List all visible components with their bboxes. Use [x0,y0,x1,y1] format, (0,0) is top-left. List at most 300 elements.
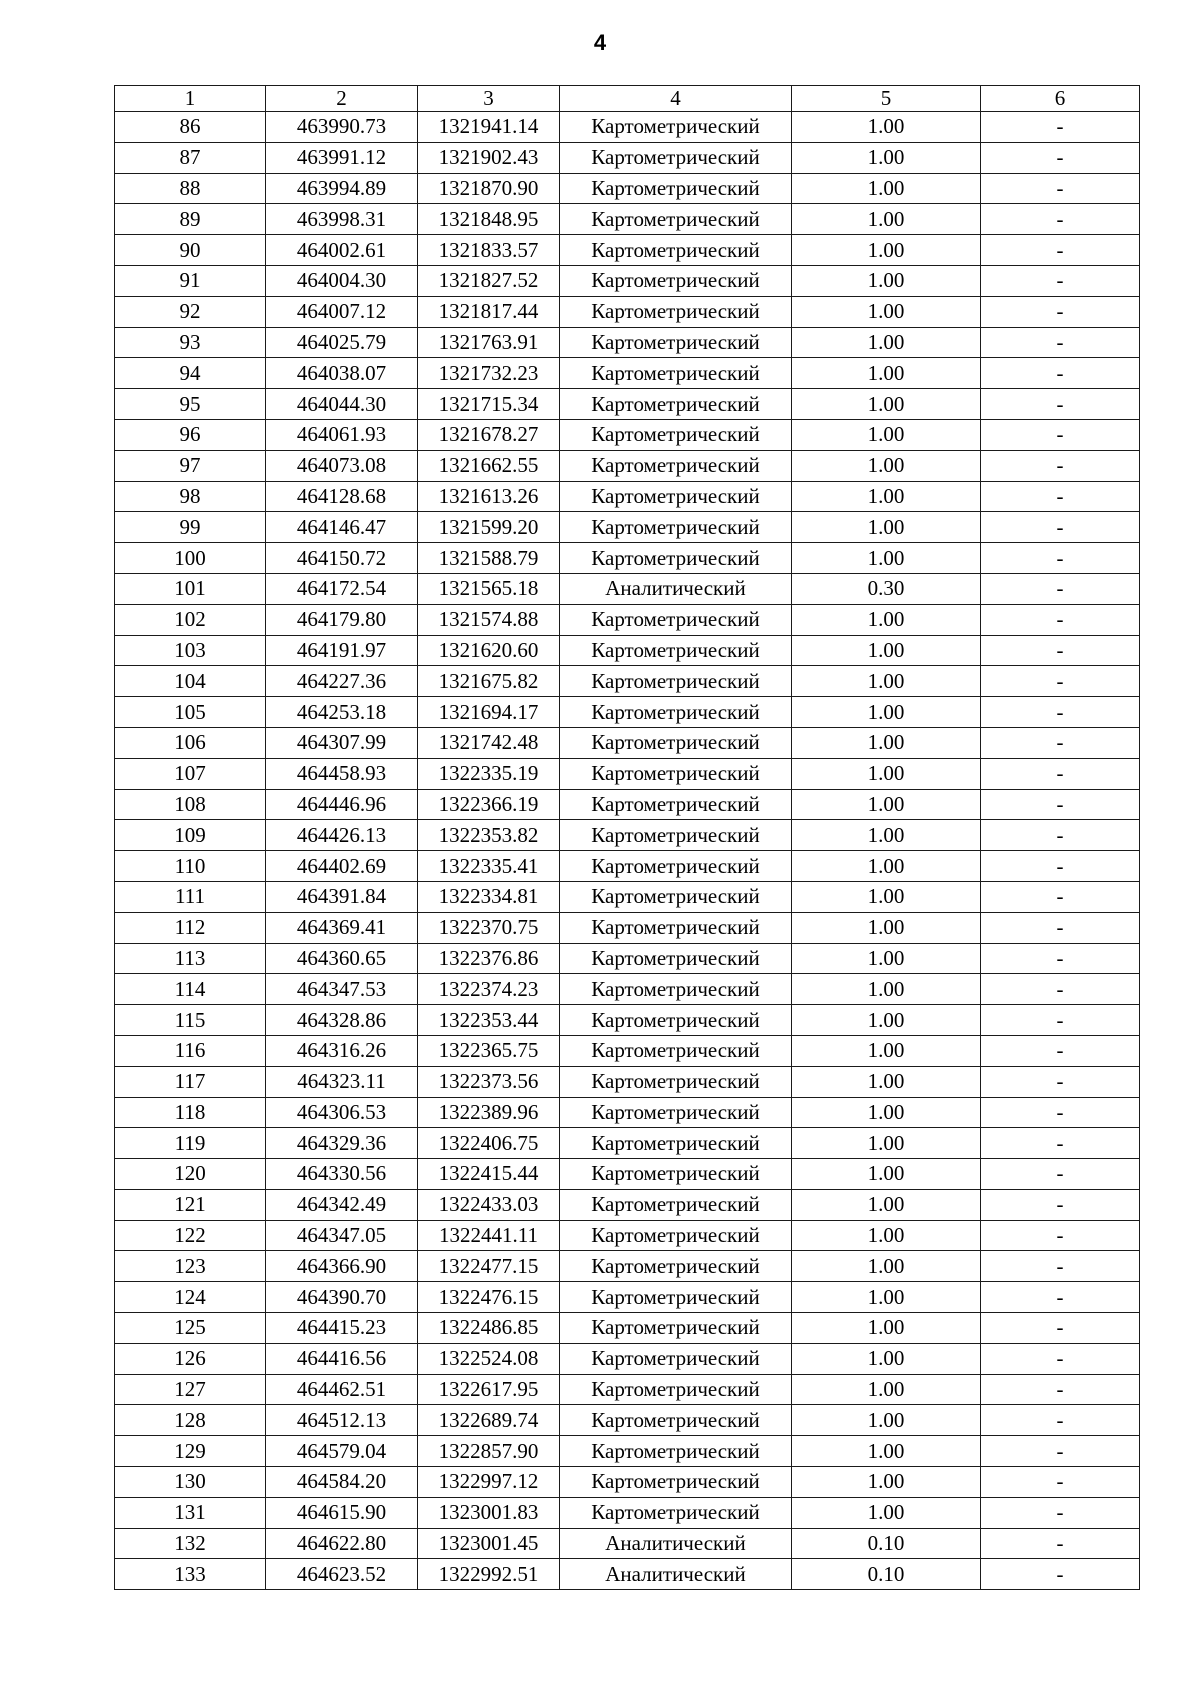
accuracy-cell: 1.00 [792,697,981,728]
point-number-cell: 106 [115,727,266,758]
x-coordinate-cell: 464328.86 [266,1005,418,1036]
table-row [115,1035,1140,1066]
accuracy-cell: 1.00 [792,173,981,204]
method-cell: Картометрический [560,481,792,512]
y-coordinate-cell: 1321620.60 [418,635,560,666]
point-number-cell: 105 [115,697,266,728]
table-row [115,1313,1140,1344]
note-cell: - [981,881,1140,912]
y-coordinate-cell: 1321588.79 [418,543,560,574]
point-number-cell: 108 [115,789,266,820]
table-row [115,419,1140,450]
point-number-cell: 98 [115,481,266,512]
y-coordinate-cell: 1322389.96 [418,1097,560,1128]
method-cell: Картометрический [560,296,792,327]
point-number-cell: 91 [115,265,266,296]
table-row [115,265,1140,296]
note-cell: - [981,1282,1140,1313]
method-cell: Картометрический [560,1128,792,1159]
note-cell: - [981,789,1140,820]
point-number-cell: 114 [115,974,266,1005]
x-coordinate-cell: 464622.80 [266,1528,418,1559]
accuracy-cell: 0.10 [792,1528,981,1559]
y-coordinate-cell: 1321574.88 [418,604,560,635]
y-coordinate-cell: 1321675.82 [418,666,560,697]
note-cell: - [981,758,1140,789]
table-row [115,1528,1140,1559]
x-coordinate-cell: 464323.11 [266,1066,418,1097]
accuracy-cell: 1.00 [792,1405,981,1436]
method-cell: Картометрический [560,1097,792,1128]
accuracy-cell: 1.00 [792,727,981,758]
method-cell: Картометрический [560,758,792,789]
table-row [115,204,1140,235]
accuracy-cell: 1.00 [792,1159,981,1190]
note-cell: - [981,389,1140,420]
table-row [115,481,1140,512]
method-cell: Картометрический [560,419,792,450]
point-number-cell: 129 [115,1436,266,1467]
accuracy-cell: 0.30 [792,573,981,604]
accuracy-cell: 1.00 [792,265,981,296]
point-number-cell: 119 [115,1128,266,1159]
note-cell: - [981,697,1140,728]
y-coordinate-cell: 1322857.90 [418,1436,560,1467]
x-coordinate-cell: 463994.89 [266,173,418,204]
table-row [115,142,1140,173]
column-header-4: 4 [560,86,792,112]
note-cell: - [981,1559,1140,1590]
point-number-cell: 93 [115,327,266,358]
point-number-cell: 128 [115,1405,266,1436]
point-number-cell: 116 [115,1035,266,1066]
x-coordinate-cell: 464446.96 [266,789,418,820]
table-row [115,1097,1140,1128]
method-cell: Картометрический [560,512,792,543]
x-coordinate-cell: 464342.49 [266,1189,418,1220]
y-coordinate-cell: 1322415.44 [418,1159,560,1190]
accuracy-cell: 0.10 [792,1559,981,1590]
table-row [115,1005,1140,1036]
note-cell: - [981,173,1140,204]
accuracy-cell: 1.00 [792,112,981,143]
point-number-cell: 86 [115,112,266,143]
table-row [115,1159,1140,1190]
y-coordinate-cell: 1321941.14 [418,112,560,143]
accuracy-cell: 1.00 [792,481,981,512]
note-cell: - [981,1374,1140,1405]
x-coordinate-cell: 464128.68 [266,481,418,512]
point-number-cell: 107 [115,758,266,789]
method-cell: Аналитический [560,573,792,604]
method-cell: Картометрический [560,1343,792,1374]
x-coordinate-cell: 464007.12 [266,296,418,327]
method-cell: Картометрический [560,943,792,974]
point-number-cell: 127 [115,1374,266,1405]
column-header-6: 6 [981,86,1140,112]
x-coordinate-cell: 464584.20 [266,1467,418,1498]
method-cell: Картометрический [560,327,792,358]
table-row [115,235,1140,266]
accuracy-cell: 1.00 [792,512,981,543]
method-cell: Картометрический [560,1436,792,1467]
x-coordinate-cell: 464615.90 [266,1497,418,1528]
x-coordinate-cell: 463991.12 [266,142,418,173]
method-cell: Картометрический [560,1251,792,1282]
note-cell: - [981,1128,1140,1159]
y-coordinate-cell: 1321613.26 [418,481,560,512]
y-coordinate-cell: 1321763.91 [418,327,560,358]
x-coordinate-cell: 464253.18 [266,697,418,728]
accuracy-cell: 1.00 [792,358,981,389]
accuracy-cell: 1.00 [792,419,981,450]
x-coordinate-cell: 464061.93 [266,419,418,450]
method-cell: Картометрический [560,974,792,1005]
accuracy-cell: 1.00 [792,1035,981,1066]
y-coordinate-cell: 1322433.03 [418,1189,560,1220]
x-coordinate-cell: 464330.56 [266,1159,418,1190]
table-row [115,727,1140,758]
accuracy-cell: 1.00 [792,1313,981,1344]
point-number-cell: 104 [115,666,266,697]
x-coordinate-cell: 464150.72 [266,543,418,574]
accuracy-cell: 1.00 [792,327,981,358]
table-header-row [115,86,1140,112]
table-row [115,296,1140,327]
note-cell: - [981,1467,1140,1498]
table-row [115,573,1140,604]
method-cell: Картометрический [560,1282,792,1313]
method-cell: Картометрический [560,1220,792,1251]
method-cell: Картометрический [560,204,792,235]
note-cell: - [981,512,1140,543]
point-number-cell: 100 [115,543,266,574]
note-cell: - [981,1189,1140,1220]
y-coordinate-cell: 1322353.82 [418,820,560,851]
point-number-cell: 133 [115,1559,266,1590]
y-coordinate-cell: 1322335.41 [418,851,560,882]
method-cell: Картометрический [560,265,792,296]
accuracy-cell: 1.00 [792,604,981,635]
x-coordinate-cell: 464390.70 [266,1282,418,1313]
table-row [115,1436,1140,1467]
y-coordinate-cell: 1321694.17 [418,697,560,728]
table-row [115,697,1140,728]
y-coordinate-cell: 1322524.08 [418,1343,560,1374]
x-coordinate-cell: 464004.30 [266,265,418,296]
table-row [115,943,1140,974]
note-cell: - [981,1035,1140,1066]
x-coordinate-cell: 464172.54 [266,573,418,604]
y-coordinate-cell: 1321742.48 [418,727,560,758]
accuracy-cell: 1.00 [792,1343,981,1374]
y-coordinate-cell: 1321715.34 [418,389,560,420]
column-header-5: 5 [792,86,981,112]
note-cell: - [981,204,1140,235]
x-coordinate-cell: 464329.36 [266,1128,418,1159]
x-coordinate-cell: 464579.04 [266,1436,418,1467]
method-cell: Картометрический [560,1405,792,1436]
note-cell: - [981,142,1140,173]
point-number-cell: 89 [115,204,266,235]
table-row [115,1467,1140,1498]
accuracy-cell: 1.00 [792,851,981,882]
x-coordinate-cell: 464360.65 [266,943,418,974]
accuracy-cell: 1.00 [792,1189,981,1220]
point-number-cell: 97 [115,450,266,481]
note-cell: - [981,604,1140,635]
y-coordinate-cell: 1322617.95 [418,1374,560,1405]
point-number-cell: 124 [115,1282,266,1313]
point-number-cell: 112 [115,912,266,943]
y-coordinate-cell: 1322406.75 [418,1128,560,1159]
x-coordinate-cell: 464002.61 [266,235,418,266]
note-cell: - [981,543,1140,574]
method-cell: Картометрический [560,1066,792,1097]
x-coordinate-cell: 464462.51 [266,1374,418,1405]
point-number-cell: 94 [115,358,266,389]
note-cell: - [981,1313,1140,1344]
y-coordinate-cell: 1322689.74 [418,1405,560,1436]
method-cell: Картометрический [560,1467,792,1498]
accuracy-cell: 1.00 [792,1097,981,1128]
table-row [115,1220,1140,1251]
note-cell: - [981,1066,1140,1097]
table-row [115,1251,1140,1282]
x-coordinate-cell: 464402.69 [266,851,418,882]
y-coordinate-cell: 1321662.55 [418,450,560,481]
note-cell: - [981,112,1140,143]
x-coordinate-cell: 464146.47 [266,512,418,543]
accuracy-cell: 1.00 [792,881,981,912]
x-coordinate-cell: 464307.99 [266,727,418,758]
y-coordinate-cell: 1322366.19 [418,789,560,820]
method-cell: Картометрический [560,1313,792,1344]
method-cell: Картометрический [560,543,792,574]
table-row [115,789,1140,820]
note-cell: - [981,727,1140,758]
point-number-cell: 123 [115,1251,266,1282]
y-coordinate-cell: 1321817.44 [418,296,560,327]
x-coordinate-cell: 464415.23 [266,1313,418,1344]
point-number-cell: 121 [115,1189,266,1220]
y-coordinate-cell: 1322365.75 [418,1035,560,1066]
y-coordinate-cell: 1321599.20 [418,512,560,543]
point-number-cell: 113 [115,943,266,974]
column-header-2: 2 [266,86,418,112]
accuracy-cell: 1.00 [792,1467,981,1498]
note-cell: - [981,327,1140,358]
table-row [115,635,1140,666]
table-row [115,604,1140,635]
accuracy-cell: 1.00 [792,142,981,173]
note-cell: - [981,573,1140,604]
point-number-cell: 88 [115,173,266,204]
point-number-cell: 117 [115,1066,266,1097]
table-row [115,512,1140,543]
table-row [115,758,1140,789]
note-cell: - [981,1497,1140,1528]
method-cell: Картометрический [560,727,792,758]
y-coordinate-cell: 1321870.90 [418,173,560,204]
table-row [115,389,1140,420]
x-coordinate-cell: 464347.53 [266,974,418,1005]
accuracy-cell: 1.00 [792,758,981,789]
table-row [115,1559,1140,1590]
point-number-cell: 101 [115,573,266,604]
note-cell: - [981,1251,1140,1282]
x-coordinate-cell: 464316.26 [266,1035,418,1066]
note-cell: - [981,1220,1140,1251]
table-row [115,1128,1140,1159]
point-number-cell: 99 [115,512,266,543]
x-coordinate-cell: 464179.80 [266,604,418,635]
method-cell: Картометрический [560,358,792,389]
method-cell: Картометрический [560,1159,792,1190]
table-row [115,1497,1140,1528]
y-coordinate-cell: 1321827.52 [418,265,560,296]
point-number-cell: 122 [115,1220,266,1251]
note-cell: - [981,358,1140,389]
y-coordinate-cell: 1322997.12 [418,1467,560,1498]
note-cell: - [981,943,1140,974]
accuracy-cell: 1.00 [792,296,981,327]
y-coordinate-cell: 1322373.56 [418,1066,560,1097]
accuracy-cell: 1.00 [792,1066,981,1097]
table-row [115,881,1140,912]
table-row [115,543,1140,574]
note-cell: - [981,1436,1140,1467]
column-header-3: 3 [418,86,560,112]
method-cell: Картометрический [560,1374,792,1405]
point-number-cell: 95 [115,389,266,420]
y-coordinate-cell: 1322486.85 [418,1313,560,1344]
note-cell: - [981,1097,1140,1128]
point-number-cell: 103 [115,635,266,666]
x-coordinate-cell: 464458.93 [266,758,418,789]
x-coordinate-cell: 463990.73 [266,112,418,143]
method-cell: Картометрический [560,666,792,697]
x-coordinate-cell: 464416.56 [266,1343,418,1374]
accuracy-cell: 1.00 [792,1374,981,1405]
accuracy-cell: 1.00 [792,1005,981,1036]
method-cell: Картометрический [560,881,792,912]
point-number-cell: 96 [115,419,266,450]
accuracy-cell: 1.00 [792,820,981,851]
method-cell: Картометрический [560,789,792,820]
note-cell: - [981,851,1140,882]
method-cell: Картометрический [560,173,792,204]
accuracy-cell: 1.00 [792,450,981,481]
accuracy-cell: 1.00 [792,1128,981,1159]
note-cell: - [981,1159,1140,1190]
method-cell: Картометрический [560,142,792,173]
table-row [115,666,1140,697]
accuracy-cell: 1.00 [792,666,981,697]
method-cell: Картометрический [560,697,792,728]
note-cell: - [981,820,1140,851]
table-row [115,327,1140,358]
note-cell: - [981,1343,1140,1374]
table-row [115,1282,1140,1313]
point-number-cell: 118 [115,1097,266,1128]
accuracy-cell: 1.00 [792,1220,981,1251]
point-number-cell: 131 [115,1497,266,1528]
y-coordinate-cell: 1322376.86 [418,943,560,974]
y-coordinate-cell: 1322477.15 [418,1251,560,1282]
y-coordinate-cell: 1322992.51 [418,1559,560,1590]
accuracy-cell: 1.00 [792,1497,981,1528]
accuracy-cell: 1.00 [792,389,981,420]
x-coordinate-cell: 463998.31 [266,204,418,235]
table-row [115,450,1140,481]
table-row [115,173,1140,204]
x-coordinate-cell: 464073.08 [266,450,418,481]
accuracy-cell: 1.00 [792,974,981,1005]
table-row [115,112,1140,143]
note-cell: - [981,235,1140,266]
y-coordinate-cell: 1322335.19 [418,758,560,789]
x-coordinate-cell: 464227.36 [266,666,418,697]
column-header-1: 1 [115,86,266,112]
accuracy-cell: 1.00 [792,1251,981,1282]
x-coordinate-cell: 464426.13 [266,820,418,851]
note-cell: - [981,296,1140,327]
accuracy-cell: 1.00 [792,543,981,574]
point-number-cell: 130 [115,1467,266,1498]
note-cell: - [981,419,1140,450]
y-coordinate-cell: 1322374.23 [418,974,560,1005]
y-coordinate-cell: 1322334.81 [418,881,560,912]
accuracy-cell: 1.00 [792,912,981,943]
note-cell: - [981,666,1140,697]
accuracy-cell: 1.00 [792,635,981,666]
point-number-cell: 90 [115,235,266,266]
point-number-cell: 87 [115,142,266,173]
y-coordinate-cell: 1323001.83 [418,1497,560,1528]
y-coordinate-cell: 1321848.95 [418,204,560,235]
accuracy-cell: 1.00 [792,1436,981,1467]
y-coordinate-cell: 1321565.18 [418,573,560,604]
note-cell: - [981,1528,1140,1559]
point-number-cell: 125 [115,1313,266,1344]
y-coordinate-cell: 1322353.44 [418,1005,560,1036]
method-cell: Картометрический [560,1035,792,1066]
point-number-cell: 102 [115,604,266,635]
method-cell: Картометрический [560,820,792,851]
y-coordinate-cell: 1321902.43 [418,142,560,173]
x-coordinate-cell: 464038.07 [266,358,418,389]
table-row [115,1189,1140,1220]
x-coordinate-cell: 464512.13 [266,1405,418,1436]
accuracy-cell: 1.00 [792,235,981,266]
table-row [115,358,1140,389]
x-coordinate-cell: 464623.52 [266,1559,418,1590]
table-row [115,974,1140,1005]
y-coordinate-cell: 1322370.75 [418,912,560,943]
method-cell: Картометрический [560,235,792,266]
page-number: 4 [593,30,607,55]
method-cell: Аналитический [560,1559,792,1590]
x-coordinate-cell: 464025.79 [266,327,418,358]
note-cell: - [981,912,1140,943]
point-number-cell: 132 [115,1528,266,1559]
accuracy-cell: 1.00 [792,943,981,974]
x-coordinate-cell: 464306.53 [266,1097,418,1128]
x-coordinate-cell: 464044.30 [266,389,418,420]
method-cell: Картометрический [560,635,792,666]
table-row [115,1374,1140,1405]
